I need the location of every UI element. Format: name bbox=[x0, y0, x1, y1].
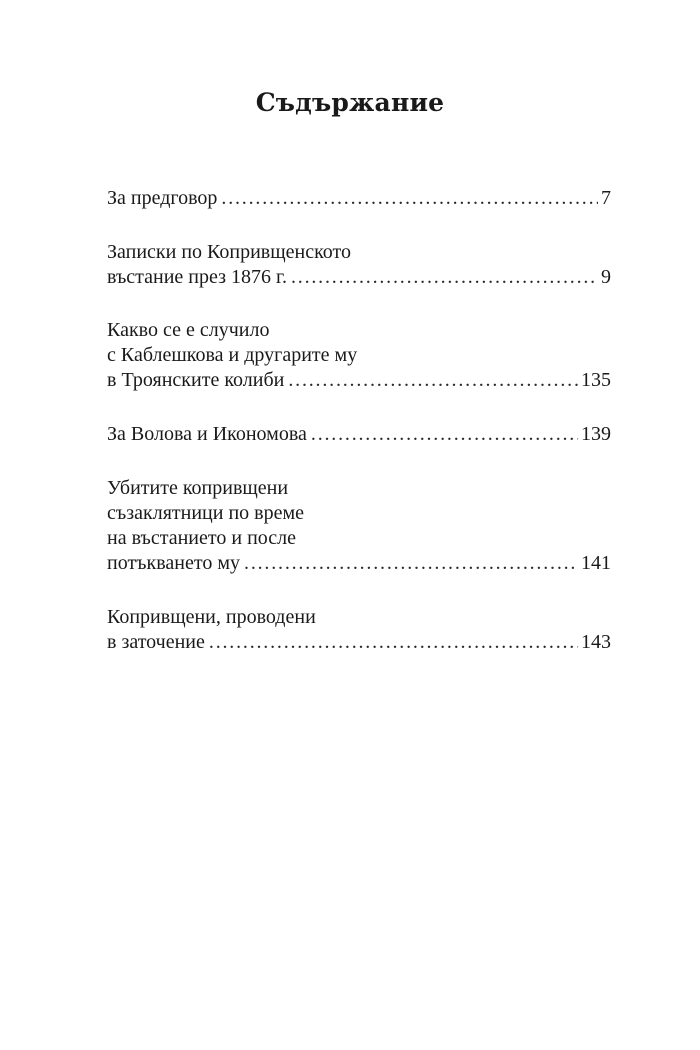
toc-entry-title-line: съзаклятници по време bbox=[107, 502, 305, 524]
toc-page-number: 135 bbox=[581, 369, 611, 391]
toc-entry-title-line: За Волова и Икономова bbox=[107, 423, 307, 445]
toc-page-number: 139 bbox=[581, 423, 611, 445]
toc-entry-title-line: въстание през 1876 г. bbox=[107, 266, 287, 288]
toc-entry-last-line bbox=[107, 551, 611, 576]
dot-leader bbox=[221, 186, 598, 211]
toc-page-number: 141 bbox=[581, 552, 611, 574]
toc-page-number: 9 bbox=[601, 266, 611, 288]
toc-entry-last-line bbox=[107, 630, 611, 655]
toc-entry-title-line: в заточение bbox=[107, 631, 205, 653]
toc-entry-title-line: потъкването му bbox=[107, 552, 241, 574]
toc-entry-killed-conspirators[interactable] bbox=[107, 476, 611, 576]
dot-leader bbox=[244, 551, 578, 576]
dot-leader bbox=[291, 265, 598, 290]
toc-entry-title-line: За предговор bbox=[107, 187, 218, 209]
toc-entry-kableshkov[interactable] bbox=[107, 318, 611, 393]
table-of-contents bbox=[107, 186, 611, 684]
toc-entry-title-line: Записки по Копривщенското bbox=[107, 241, 352, 263]
toc-entry-last-line bbox=[107, 186, 611, 211]
toc-entry-title-line: Копривщени, проводени bbox=[107, 606, 316, 628]
toc-entry-title-line: на въстанието и после bbox=[107, 527, 297, 549]
toc-page-number: 143 bbox=[581, 631, 611, 653]
page-title: Съдържание bbox=[255, 88, 445, 117]
toc-entry-last-line bbox=[107, 265, 611, 290]
toc-entry-title-line: в Троянските колиби bbox=[107, 369, 285, 391]
dot-leader bbox=[209, 630, 578, 655]
toc-entry-exiled[interactable] bbox=[107, 605, 611, 655]
toc-page-number: 7 bbox=[601, 187, 611, 209]
dot-leader bbox=[288, 368, 578, 393]
toc-entry-preface[interactable] bbox=[107, 186, 611, 211]
toc-entry-last-line bbox=[107, 368, 611, 393]
toc-entry-volov-ikonomov[interactable] bbox=[107, 422, 611, 447]
toc-entry-last-line bbox=[107, 422, 611, 447]
toc-entry-title-line: Убитите копривщени bbox=[107, 477, 289, 499]
toc-entry-notes-uprising[interactable] bbox=[107, 240, 611, 290]
toc-entry-title-line: с Каблешкова и другарите му bbox=[107, 344, 358, 366]
toc-entry-title-line: Какво се е случило bbox=[107, 319, 270, 341]
dot-leader bbox=[311, 422, 578, 447]
